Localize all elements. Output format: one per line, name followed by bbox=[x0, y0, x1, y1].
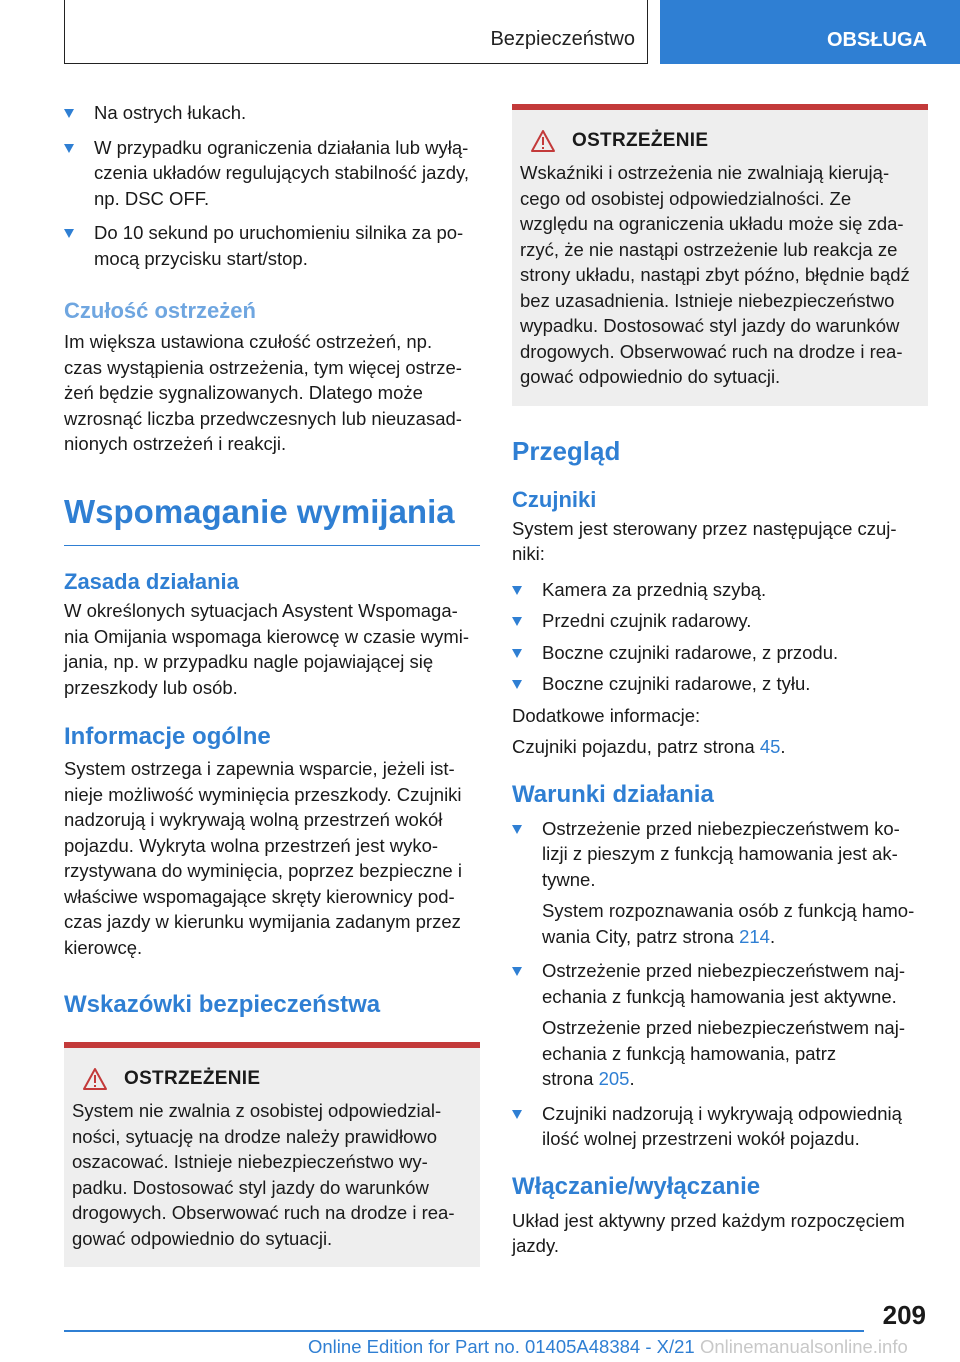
left-column bbox=[64, 100, 480, 1267]
warning-box bbox=[64, 1042, 480, 1267]
right-column bbox=[512, 104, 928, 1259]
page-link-205[interactable]: 205 bbox=[598, 1068, 630, 1089]
list-item: Do 10 sekund po uruchomieniu silnika za po- mocą przycisku start/stop. bbox=[64, 220, 480, 271]
list-item: Na ostrych łukach. bbox=[64, 100, 480, 126]
page-link-214[interactable]: 214 bbox=[739, 925, 770, 947]
list-item: Boczne czujniki radarowe, z przodu. bbox=[512, 640, 928, 666]
warning-box bbox=[512, 104, 928, 406]
general-text: System ostrzega i zapewnia wsparcie, jeżeli ist- nieje możliwość wyminięcia przeszkody. Czujniki nadzorują i wykrywają wolną przestrzeń wokół pojazdu. Wykryta wolna przestrzeń jest wyko- rzystywana do wyminięcia, poprzez bezpieczne i właściwe wspomagające skręty kierownicy pod- czas jazdy w kierunku wymijania zadanym przez kierowcę. bbox=[64, 758, 462, 958]
vehicle-sensors-ref: Czujniki pojazdu, patrz strona 45. bbox=[512, 736, 786, 757]
triangle-bullet-icon bbox=[512, 1110, 522, 1119]
site-watermark: Onlinemanualsonline.info bbox=[700, 1336, 908, 1357]
heading-rule bbox=[64, 545, 480, 547]
sensitivity-heading: Czułość ostrzeżeń bbox=[64, 298, 256, 323]
triangle-bullet-icon bbox=[512, 825, 522, 834]
sensitivity-text: Im większa ustawiona czułość ostrzeżeń, np. czas wystąpienia ostrzeżenia, tym więcej ostrze- żeń będzie sygnalizowanych. Dlatego może wzrosnąć liczba przedwczesnych lub nieuzasad- nionych ostrzeżeń i reakcji. bbox=[64, 331, 462, 454]
main-heading: Wspomaganie wymijania bbox=[64, 492, 455, 530]
onoff-text: Układ jest aktywny przed każdym rozpoczęciem jazdy. bbox=[512, 1209, 905, 1256]
list-item: Ostrzeżenie przed niebezpieczeństwem ko- lizji z pieszym z funkcją hamowania jest ak- tywne. System rozpoznawania osób z funkcją hamo- wania City, patrz strona 214. bbox=[512, 816, 928, 950]
chapter-tab bbox=[660, 0, 960, 64]
triangle-bullet-icon bbox=[512, 680, 522, 689]
section-title: Bezpieczeństwo bbox=[490, 28, 635, 50]
onoff-heading: Włączanie/wyłączanie bbox=[512, 1172, 761, 1200]
triangle-bullet-icon bbox=[512, 967, 522, 976]
triangle-bullet-icon bbox=[512, 586, 522, 595]
triangle-bullet-icon bbox=[64, 229, 74, 238]
conditions-heading: Warunki działania bbox=[512, 780, 714, 808]
edition-note: Online Edition for Part no. 01405A48384 - X/21 bbox=[308, 1336, 695, 1357]
triangle-bullet-icon bbox=[512, 649, 522, 658]
general-heading: Informacje ogólne bbox=[64, 723, 271, 750]
footer-rule bbox=[64, 1330, 864, 1332]
warning-title: OSTRZEŻENIE bbox=[124, 1068, 261, 1089]
triangle-bullet-icon bbox=[512, 617, 522, 626]
warning-text: System nie zwalnia z osobistej odpowiedzial- ności, sytuację na drodze należy prawidłowo oszacować. Istnieje niebezpieczeństwo wy- padku. Dostosować styl jazdy do warunków drogowych. Obserwować ruch na drodze i rea- gować odpowiednio do sytuacji. bbox=[72, 1100, 455, 1249]
list-item: Ostrzeżenie przed niebezpieczeństwem naj- echania z funkcją hamowania jest aktywne. Ostrzeżenie przed niebezpieczeństwem naj- echania z funkcją hamowania, patrz strona 205. bbox=[512, 958, 928, 1092]
page-number: 209 bbox=[882, 1300, 926, 1330]
overview-heading: Przegląd bbox=[512, 435, 621, 466]
page-header bbox=[0, 0, 960, 66]
warning-header bbox=[520, 126, 920, 156]
section-tab bbox=[64, 0, 648, 64]
warning-text: Wskaźniki i ostrzeżenia nie zwalniają kierują- cego od osobistej odpowiedzialności. Ze względu na ograniczenia układu może się zda- rzyć, że nie nastąpi ostrzeżenie lub reakcja ze strony układu, nastąpi zbyt późno, błędnie bądź bez uzasadnienia. Istnieje niebezpieczeństwo wypadku. Dostosować styl jazdy do warunków drogowych. Obserwować ruch na drodze i rea- gować odpowiednio do sytuacji. bbox=[520, 162, 910, 387]
chapter-title: OBSŁUGA bbox=[827, 29, 927, 51]
principle-text: W określonych sytuacjach Asystent Wspomaga- nia Omijania wspomaga kierowcę w czasie wymi- jania, np. w przypadku nagle pojawiającej się przeszkody lub osób. bbox=[64, 600, 470, 698]
list-item: Czujniki nadzorują i wykrywają odpowiednią ilość wolnej przestrzeni wokół pojazdu. bbox=[512, 1101, 928, 1152]
triangle-bullet-icon bbox=[64, 109, 74, 118]
more-info-label: Dodatkowe informacje: bbox=[512, 704, 701, 726]
list-item: Przedni czujnik radarowy. bbox=[512, 608, 928, 634]
warning-title: OSTRZEŻENIE bbox=[572, 130, 709, 151]
list-item: Boczne czujniki radarowe, z tyłu. bbox=[512, 671, 928, 697]
safety-heading: Wskazówki bezpieczeństwa bbox=[64, 991, 381, 1018]
warning-triangle-icon bbox=[82, 1067, 108, 1091]
list-item: W przypadku ograniczenia działania lub wyłą- czenia układów regulujących stabilność jazdy, np. DSC OFF. bbox=[64, 135, 480, 212]
warning-header bbox=[72, 1064, 472, 1094]
triangle-bullet-icon bbox=[64, 144, 74, 153]
page-link-45[interactable]: 45 bbox=[759, 736, 781, 757]
condition-note: Ostrzeżenie przed niebezpieczeństwem naj- echania z funkcją hamowania, patrz strona 205. bbox=[542, 1017, 905, 1089]
sensors-heading: Czujniki bbox=[512, 486, 597, 512]
warning-triangle-icon bbox=[530, 129, 556, 153]
principle-heading: Zasada działania bbox=[64, 569, 239, 594]
sensors-text: System jest sterowany przez następujące czuj- niki: bbox=[512, 517, 897, 564]
list-item: Kamera za przednią szybą. bbox=[512, 577, 928, 603]
condition-note: System rozpoznawania osób z funkcją hamo- wania City, patrz strona 214. bbox=[542, 900, 915, 947]
